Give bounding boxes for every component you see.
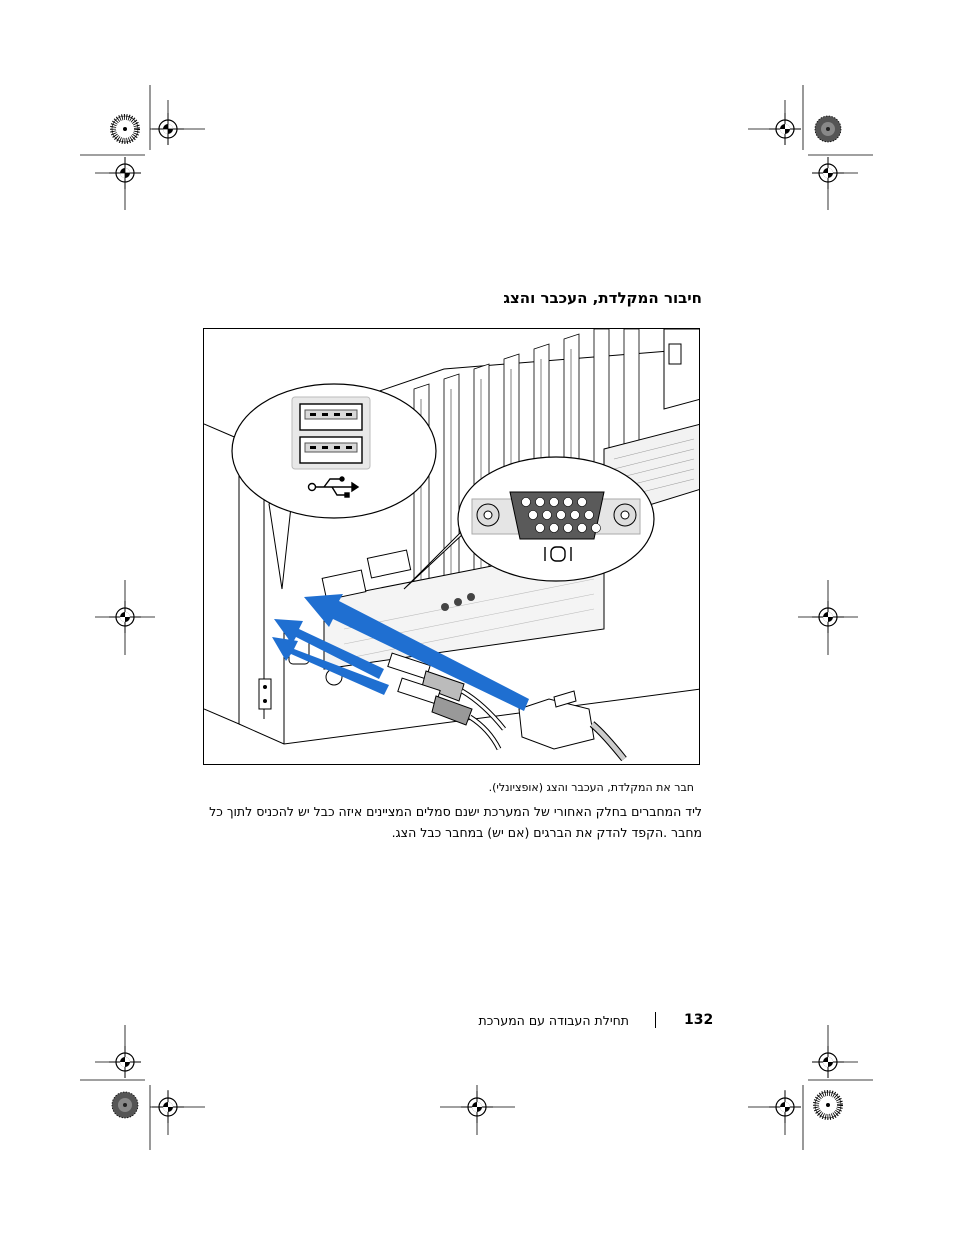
- server-back-panel-drawing: [204, 329, 700, 765]
- section-heading: חיבור המקלדת, העכבר והצג: [503, 289, 702, 307]
- figure-caption: חבר את המקלדת, העכבר והצג (אופציונלי).: [488, 781, 694, 794]
- footer-section-title: תחילת העבודה עם המערכת: [478, 1013, 629, 1028]
- connection-illustration: [203, 328, 700, 765]
- footer-divider: [655, 1012, 656, 1028]
- body-line: ליד המחברים בחלק האחורי של המערכת ישנם סמלים המציינים איזה כבל יש להכניס לתוך כל: [209, 804, 702, 819]
- vga-callout: [404, 457, 654, 589]
- color-wheel-mark: [112, 116, 138, 142]
- body-paragraph: [202, 801, 702, 843]
- page-number: 132: [684, 1012, 714, 1028]
- body-line: מחבר .הקפד להדק את הברגים (אם יש) במחבר כבל הצג.: [391, 825, 702, 840]
